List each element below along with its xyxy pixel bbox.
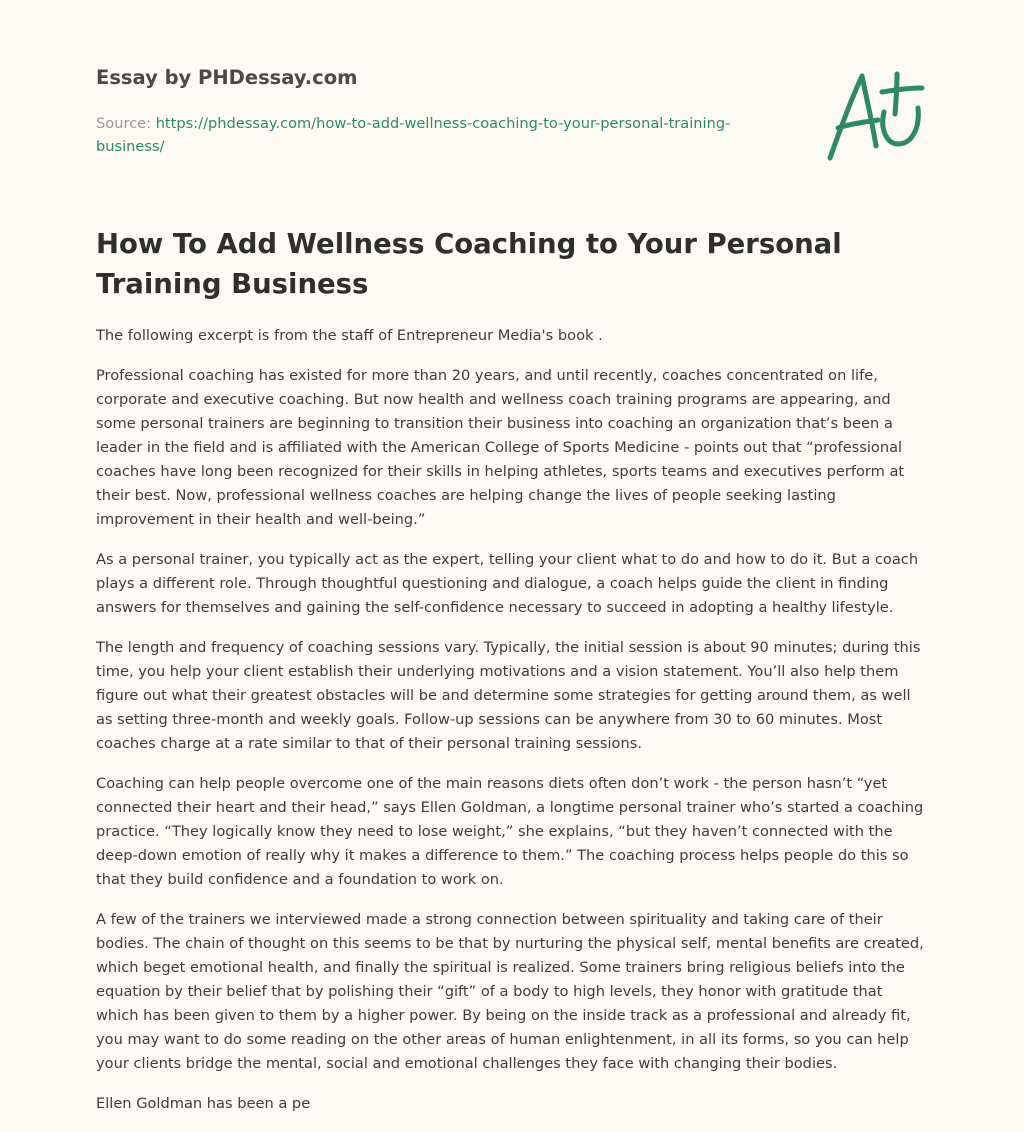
a-plus-logo-icon: [824, 66, 928, 166]
paragraph-2: Professional coaching has existed for more than 20 years, and until recently, coaches concentrated on life, corporate and executive coaching. But now health and wellness coach training programs are appearing, and some personal trainers are beginning to transition their business into coaching an organization that’s been a leader in the field and is affiliated with the American College of Sports Medicine - points out that “professional coaches have long been recognized for their skills in helping athletes, sports teams and executives perform at their best. Now, professional wellness coaches are helping change the lives of people seeking lasting improvement in their health and well-being.”: [96, 367, 905, 528]
paragraph-7-truncated: Ellen Goldman has been a pe: [96, 1095, 311, 1112]
paragraph-1: The following excerpt is from the staff of Entrepreneur Media's book .: [96, 327, 603, 344]
paragraph-6: A few of the trainers we interviewed made a strong connection between spirituality and taking care of their bodies. The chain of thought on this seems to be that by nurturing the physical self, mental benefits are created, which beget emotional health, and finally the spiritual is realized. Some trainers bring religious beliefs into the equation by their belief that by polishing their “gift” of a body to high levels, they honor with gratitude that which has been given to them by a higher power. By being on the inside track as a professional and already fit, you may want to do some reading on the other areas of human enlightenment, in all its forms, so you can help your clients bridge the mental, social and emotional challenges they face with changing their bodies.: [96, 911, 924, 1072]
source-label: Source:: [96, 115, 152, 132]
essay-body: [96, 324, 926, 1132]
paragraph-4: The length and frequency of coaching sessions vary. Typically, the initial session is about 90 minutes; during this time, you help your client establish their underlying motivations and a vision statement. You’ll also help them figure out what their greatest obstacles will be and determine some strategies for getting around them, as well as setting three-month and weekly goals. Follow-up sessions can be anywhere from 30 to 60 minutes. Most coaches charge at a rate similar to that of their personal training sessions.: [96, 639, 921, 752]
source-line: [96, 112, 786, 158]
paragraph-3: As a personal trainer, you typically act as the expert, telling your client what to do and how to do it. But a coach plays a different role. Through thoughtful questioning and dialogue, a coach helps guide the client in finding answers for themselves and gaining the self-confidence necessary to succeed in adopting a healthy lifestyle.: [96, 551, 919, 616]
source-link[interactable]: https://phdessay.com/how-to-add-wellness-coaching-to-your-personal-training-business/: [96, 115, 731, 155]
paragraph-5: Coaching can help people overcome one of the main reasons diets often don’t work - the person hasn’t “yet connected their heart and their head,” says Ellen Goldman, a longtime personal trainer who’s started a coaching practice. “They logically know they need to lose weight,” she explains, “but they haven’t connected with the deep-down emotion of really why it makes a difference to them.” The coaching process helps people do this so that they build confidence and a foundation to work on.: [96, 775, 924, 888]
site-brand: Essay by PHDessay.com: [96, 66, 358, 89]
essay-title: How To Add Wellness Coaching to Your Personal Training Business: [96, 228, 842, 300]
